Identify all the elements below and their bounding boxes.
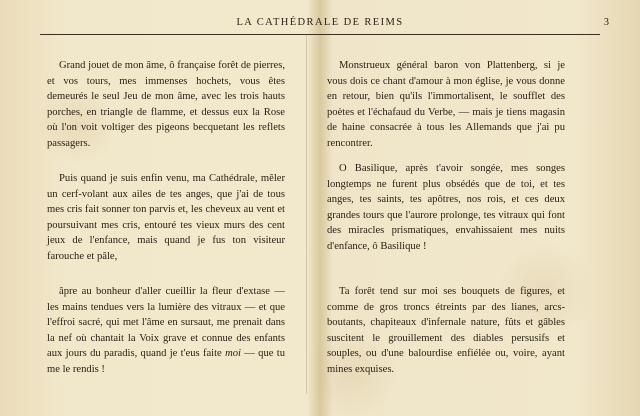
right-paragraph-1 <box>327 58 565 151</box>
header-rule <box>40 34 600 35</box>
page-header <box>0 17 640 31</box>
paragraph-text: Grand jouet de mon âme, ô française forêt de pierres, et vos tours, mes immenses hochets, vous êtes demeurés le seul Jeu de mon âme, avec les trois hauts porches, en triangle de flamme, et dessus eux la Rose où l'on voit voltiger des pigeons becquetant les reflets passagers. <box>47 60 285 149</box>
paragraph-text: O Basilique, après t'avoir songée, mes songes longtemps ne furent plus obsédés que de toi, et tes anges, tes saints, tes apôtres, nos rois, et ces deux grandes tours que l'aurore prolonge, tes vitraux qui font des miracles prismatiques, envahissaient mes nuits d'enfance, ô Basilique ! <box>327 163 565 252</box>
text-run: âpre au bonheur d'aller cueillir la fleur d'extase — les mains tendues vers la lumière des vitraux — et que l'effroi sacré, qui met l'âme en sursaut, me prenait dans la nef où chantait la Voix grave et connue des enfants aux jours du paradis, quand je t'eus faite <box>47 286 285 359</box>
paragraph-text <box>47 284 285 377</box>
page-number: 3 <box>603 17 609 28</box>
italic-word: moi <box>225 348 241 359</box>
left-paragraph-2 <box>47 171 285 264</box>
right-paragraph-2 <box>327 161 565 254</box>
page-gutter <box>306 34 307 394</box>
running-title: LA CATHÉDRALE DE REIMS <box>236 17 404 28</box>
left-paragraph-3 <box>47 284 285 377</box>
paragraph-text: Monstrueux général baron von Plattenberg, si je vous dois ce chant d'amour à mon église, je vous donne en retour, bien qu'ils l'immortalisent, le soufflet des poètes et l'échafaud du Verbe, — mais je tiens magasin de haine consacrée à tous les Allemands que j'ai pu rencontrer. <box>327 60 565 149</box>
right-paragraph-3 <box>327 284 565 377</box>
paragraph-text: Ta forêt tend sur moi ses bouquets de figures, et comme de gros troncs étreints par des lianes, arcs-boutants, chapiteaux d'infernale nature, fûts et gâbles suscitent le grouillement des diables persusifs et souples, ou d'une balourdise enfiélée ou, voire, ayant mines exquises. <box>327 286 565 375</box>
text-run: — que tu me le rendis ! <box>47 348 285 375</box>
left-paragraph-1 <box>47 58 285 151</box>
paragraph-text: Puis quand je suis enfin venu, ma Cathédrale, mêler un cerf-volant aux ailes de tes anges, que j'ai de tous mes cris fait sonner ton parvis et, les cheveux au vent et poursuivant mes cris, entouré tes vieux murs des cent jeux de l'enfance, mais quand je fus ton visiteur farouche et pâle, <box>47 173 285 262</box>
